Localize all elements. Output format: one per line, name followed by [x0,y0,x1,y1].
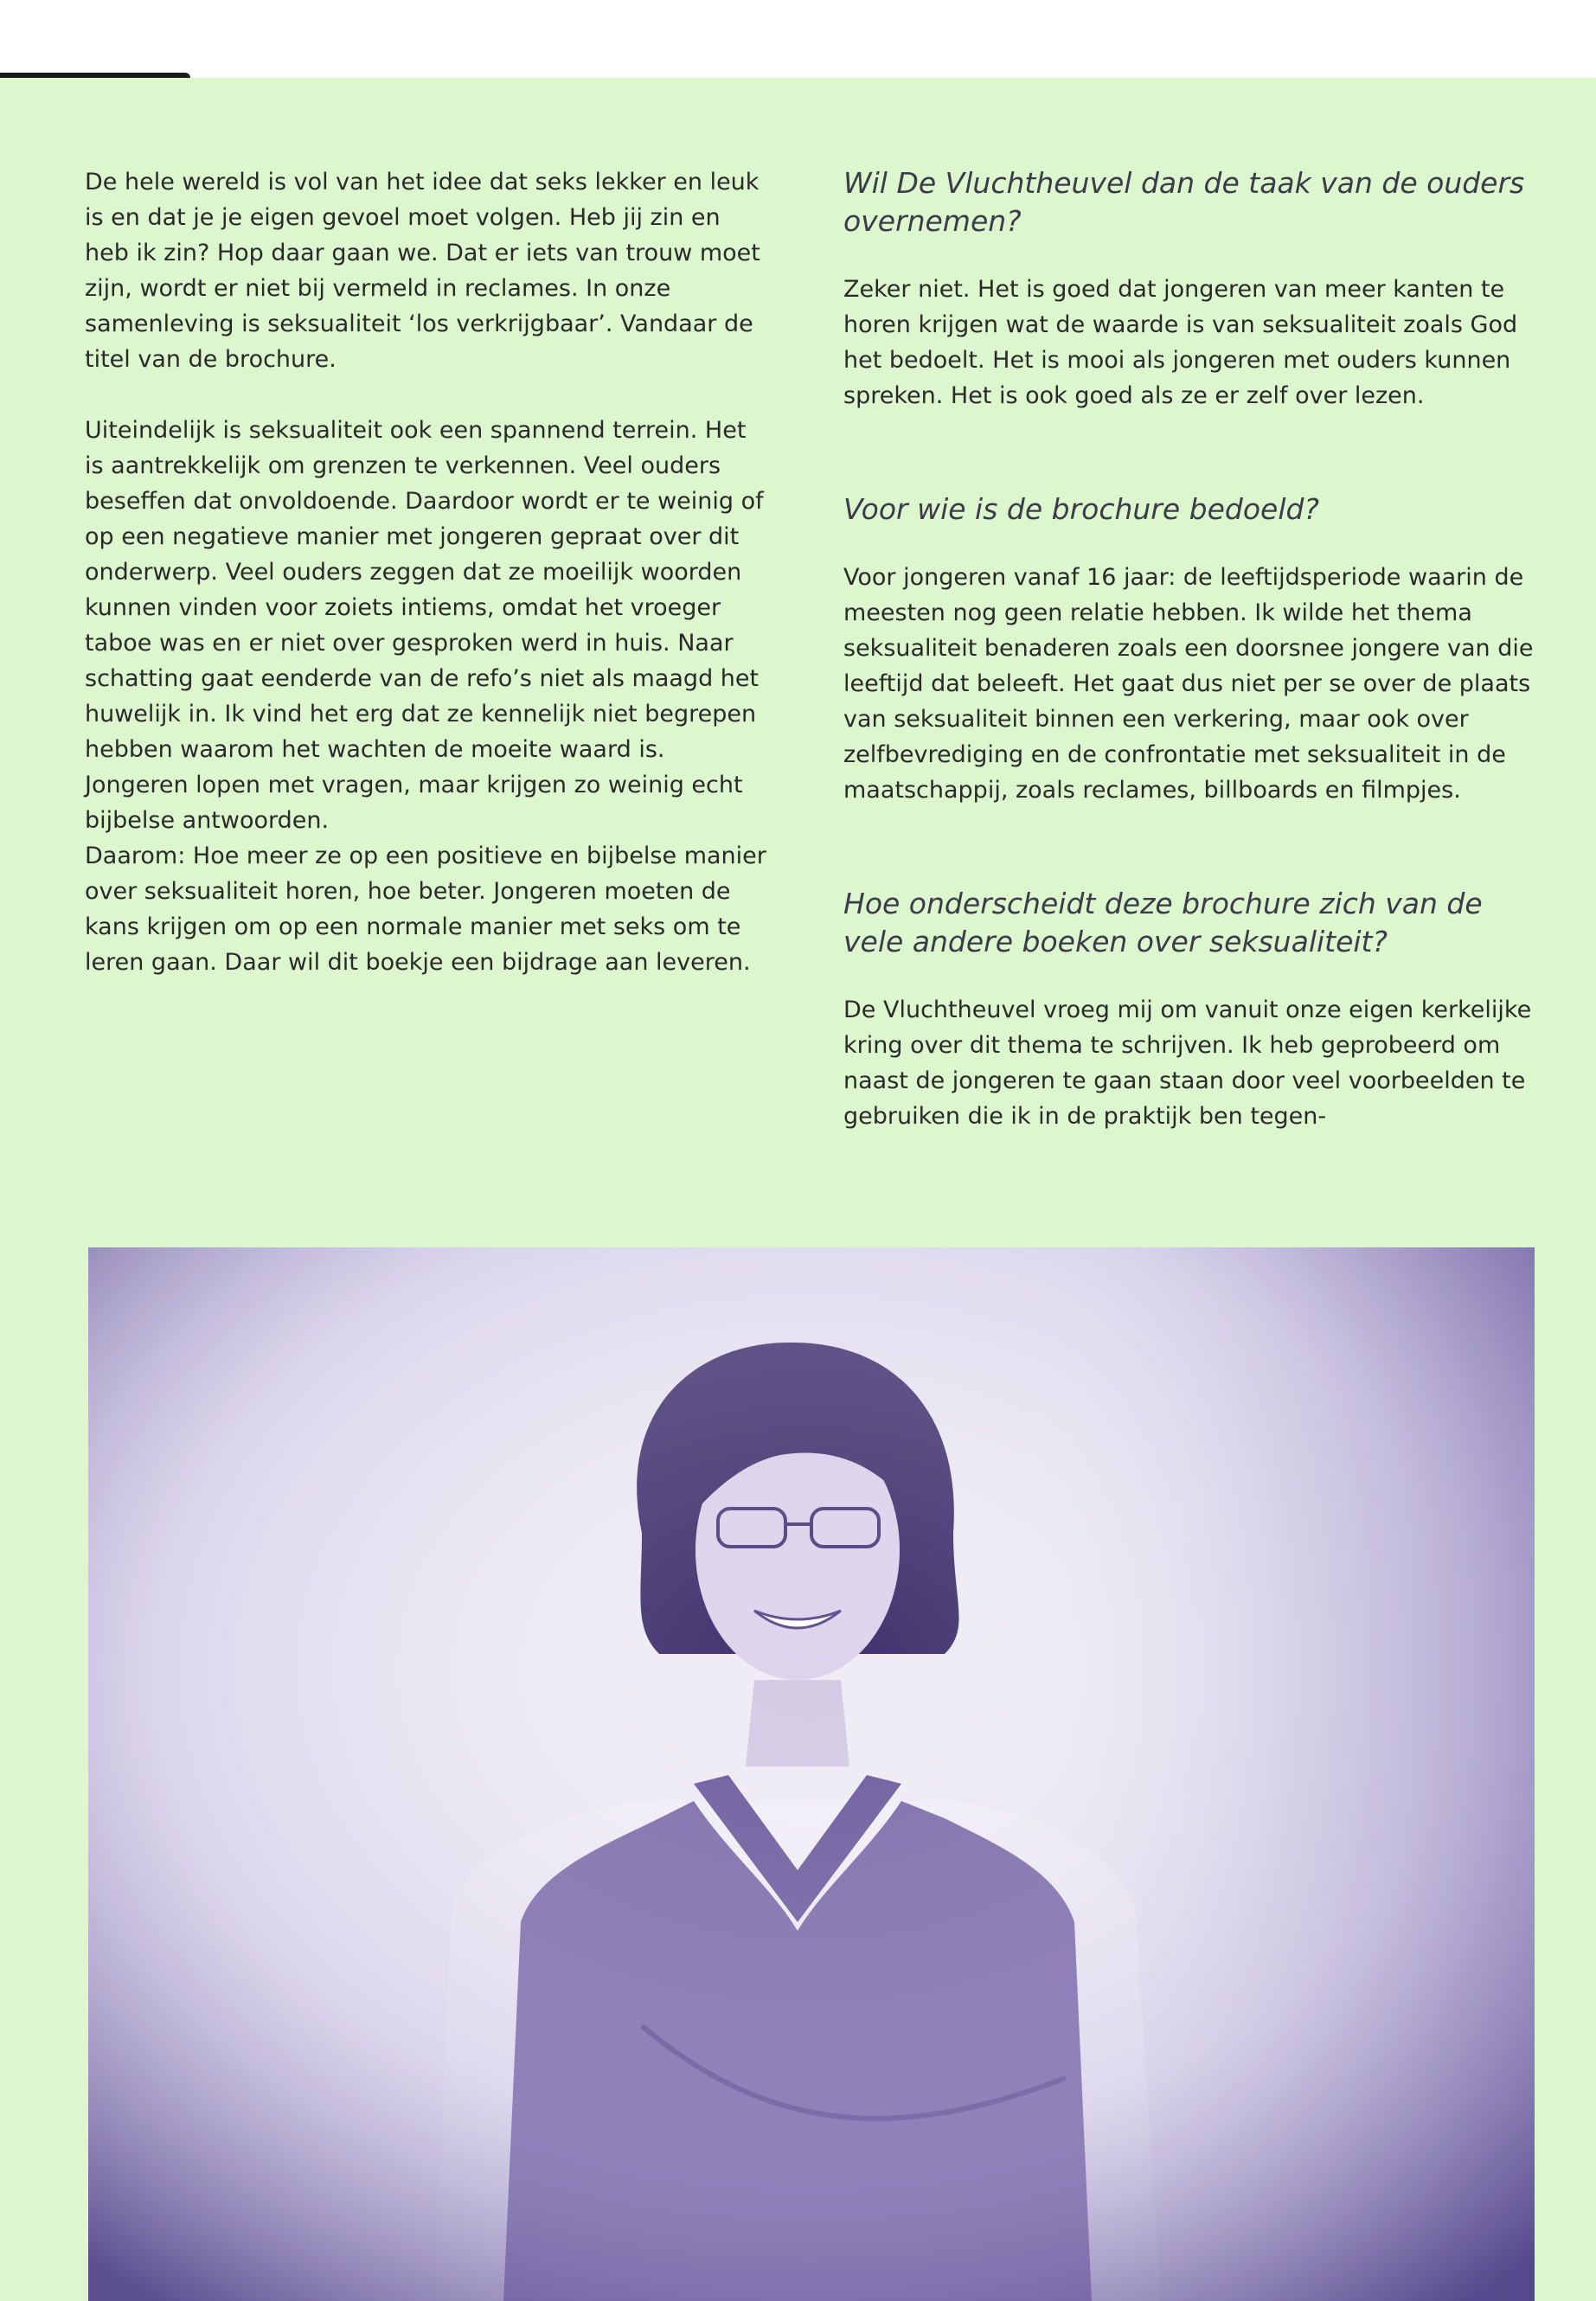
question-heading-1: Wil De Vluchtheuvel dan de taak van de ouders overnemen? [843,166,1525,238]
scan-margin [0,0,1596,76]
question-heading-2: Voor wie is de brochure bedoeld? [843,492,1319,526]
answer-paragraph-1: Zeker niet. Het is goed dat jongeren van meer kanten te horen krijgen wat de waarde is van seksualiteit zoals God het bedoelt. Het is mooi als jongeren met ouders kunnen spreken. Het is ook goed als ze er zelf over lezen. [843,276,1518,409]
question-heading-3: Hoe onderscheidt deze brochure zich van de vele andere boeken over seksualiteit? [843,887,1483,958]
left-paragraph-3: Daarom: Hoe meer ze op een positieve en bijbelse manier over seksualiteit horen, hoe beter. Jongeren moeten de kans krijgen om op een normale manier met seks om te leren gaan. Daar wil dit boekje een bijdrage aan leveren. [85,843,766,976]
answer-paragraph-2: Voor jongeren vanaf 16 jaar: de leeftijdsperiode waarin de meesten nog geen relatie hebben. Ik wilde het thema seksualiteit benaderen zoals een doorsnee jongere van die leeftijd dat beleeft. Het gaat dus niet per se over de plaats van seksualiteit binnen een verkering, maar ook over zelfbevrediging en de confrontatie met seksualiteit in de maatschappij, zoals reclames, billboards en filmpjes. [843,564,1534,804]
right-column [843,164,1535,1170]
left-paragraph-2: Uiteindelijk is seksualiteit ook een spannend terrein. Het is aantrekkelijk om grenzen te verkennen. Veel ouders beseffen dat onvoldoende. Daardoor wordt er te weinig of op een negatieve manier met jongeren gepraat over dit onderwerp. Veel ouders zeggen dat ze moeilijk woorden kunnen vinden voor zoiets intiems, omdat het vroeger taboe was en er niet over gesproken werd in huis. Naar schatting gaat eenderde van de refo’s niet als maagd het huwelijk in. Ik vind het erg dat ze kennelijk niet begrepen hebben waarom het wachten de moeite waard is. Jongeren lopen met vragen, maar krijgen zo weinig echt bijbelse antwoorden. [85,417,764,834]
spacer [843,449,1535,490]
spacer [843,843,1535,885]
portrait-illustration [88,1247,1535,2301]
left-paragraph-1: De hele wereld is vol van het idee dat seks lekker en leuk is en dat je je eigen gevoel moet volgen. Heb jij zin en heb ik zin? Hop daar gaan we. Dat er iets van trouw moet zijn, wordt er niet bij vermeld in reclames. In onze samenleving is seksualiteit ‘los verkrijgbaar’. Vandaar de titel van de brochure. [85,169,760,373]
left-column [85,164,768,1016]
answer-paragraph-3: De Vluchtheuvel vroeg mij om vanuit onze eigen kerkelijke kring over dit thema te schrijven. Ik heb geprobeerd om naast de jongeren te gaan staan door veel voorbeelden te gebruiken die ik in de praktijk ben tegen- [843,997,1532,1130]
magazine-page [0,78,1596,2301]
portrait-photo [88,1247,1535,2301]
